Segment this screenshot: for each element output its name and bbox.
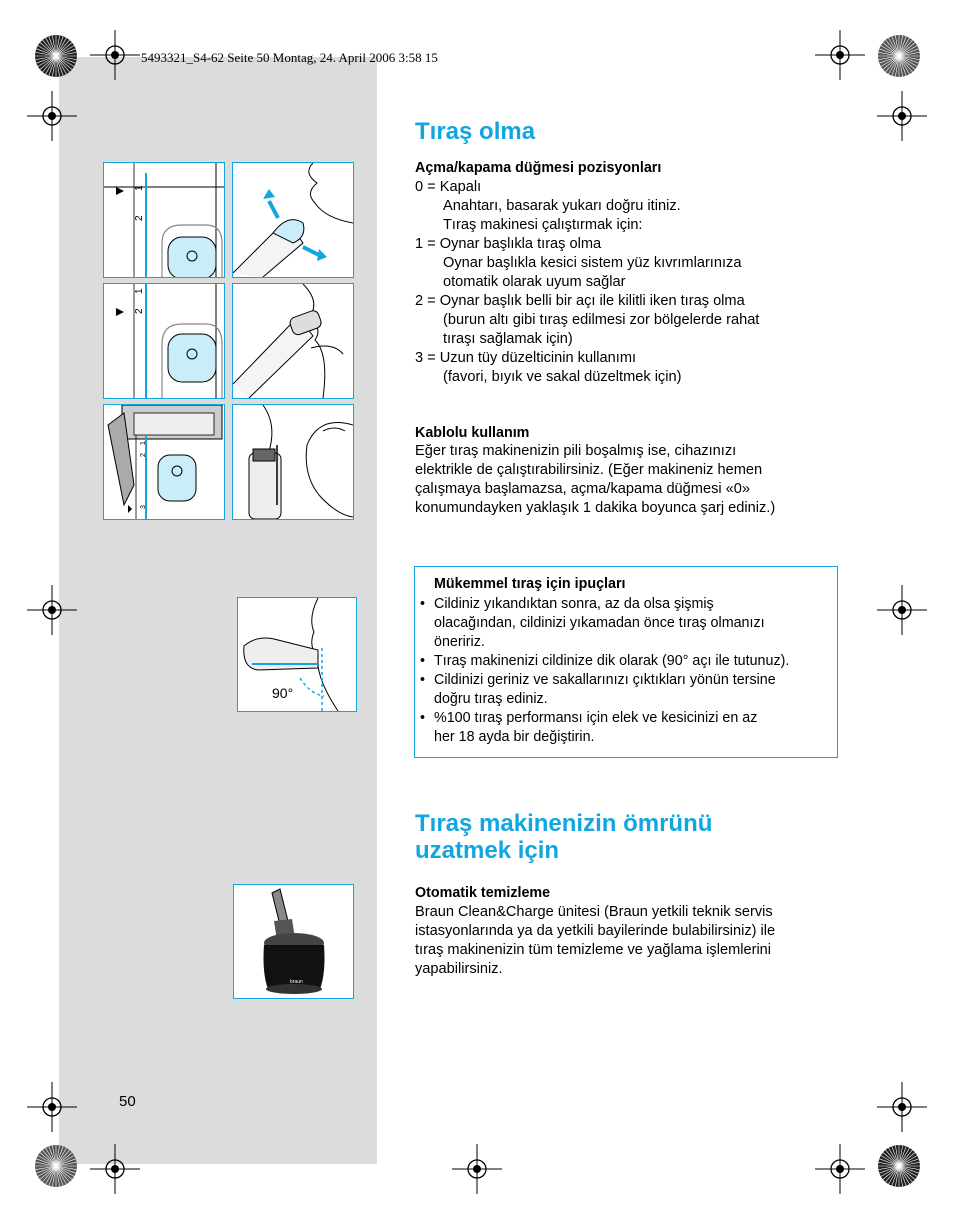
tip-item: • Cildiniz yıkandıktan sonra, az da olsa şişmiş olacağından, cildinizi yıkamadan önce tıraş olmanızı öneririz. [420, 596, 765, 650]
bullet: • [420, 672, 426, 688]
brand-label: braun [290, 979, 303, 985]
registration-mark-top-right [815, 30, 865, 80]
position-0-detail: Tıraş makinesi çalıştırmak için: [443, 217, 643, 233]
position-2-label: 2 = Oynar başlık belli bir açı ile kilitli iken tıraş olma [415, 293, 745, 309]
color-target-bottom-right [876, 1143, 922, 1189]
corded-use-line: çalışmaya başlamazsa, açma/kapama düğmesi «0» [415, 481, 751, 497]
svg-text:3: 3 [140, 505, 147, 509]
registration-mark-left-lower [27, 1082, 77, 1132]
tip-item: • Cildinizi geriniz ve sakallarınızı çıktıkları yönün tersine doğru tıraş ediniz. [420, 672, 776, 707]
figure-long-hair-trimmer [232, 404, 354, 520]
color-target-top-left [33, 33, 79, 79]
figure-clean-charge-station [233, 884, 354, 999]
bullet: • [420, 710, 426, 726]
registration-mark-right-upper [877, 91, 927, 141]
svg-text:2: 2 [140, 453, 147, 457]
figure-shaving-face-pivot [232, 162, 354, 278]
svg-text:1: 1 [134, 185, 145, 191]
corded-use-line: elektrikle de çalıştırabilirsiniz. (Eğer makineniz hemen [415, 462, 763, 478]
corded-use-line: Eğer tıraş makinenizin pili boşalmış ise, cihazınızı [415, 443, 737, 459]
tip-item: • %100 tıraş performansı için elek ve kesicinizi en az her 18 ayda bir değiştirin. [420, 710, 758, 745]
svg-text:1: 1 [140, 441, 147, 445]
svg-text:1: 1 [134, 288, 145, 294]
registration-mark-right-lower [877, 1082, 927, 1132]
section-title-shaving: Tıraş olma [415, 118, 536, 145]
svg-text:2: 2 [134, 215, 145, 221]
page-number: 50 [119, 1093, 136, 1110]
corded-use-heading: Kablolu kullanım [415, 425, 530, 441]
position-0-label: 0 = Kapalı [415, 179, 482, 195]
auto-clean-line: yapabilirsiniz. [415, 961, 503, 977]
shaving-tips-box [414, 566, 838, 758]
registration-mark-bottom-right [815, 1144, 865, 1194]
angle-label: 90° [272, 685, 294, 701]
corded-use-line: konumundayken yaklaşık 1 dakika boyunca şarj ediniz.) [415, 500, 776, 516]
tip-item: • Tıraş makinenizi cildinize dik olarak (90° açı ile tutunuz). [420, 653, 790, 669]
bullet: • [420, 653, 426, 669]
registration-mark-bottom-left [90, 1144, 140, 1194]
figure-90-degree-angle [237, 597, 357, 712]
position-1-detail: otomatik olarak uyum sağlar [443, 274, 626, 290]
auto-clean-line: Braun Clean&Charge ünitesi (Braun yetkili teknik servis [415, 904, 773, 920]
position-3-label: 3 = Uzun tüy düzelticinin kullanımı [415, 350, 637, 366]
position-2-detail: tıraşı sağlamak için) [443, 331, 573, 347]
position-1-detail: Oynar başlıkla kesici sistem yüz kıvrımlarınıza [443, 255, 742, 271]
figure-switch-position-1 [103, 162, 225, 278]
position-3-detail: (favori, bıyık ve sakal düzeltmek için) [443, 369, 682, 385]
svg-text:2: 2 [134, 308, 145, 314]
figure-shaving-locked-angle [232, 283, 354, 399]
registration-mark-left-upper [27, 91, 77, 141]
print-header: 5493321_S4-62 Seite 50 Montag, 24. April 2006 3:58 15 [141, 50, 438, 65]
switch-positions-heading: Açma/kapama düğmesi pozisyonları [415, 160, 662, 176]
position-0-detail: Anahtarı, basarak yukarı doğru itiniz. [443, 198, 681, 214]
registration-mark-left-middle [27, 585, 77, 635]
auto-clean-line: tıraş makinenizin tüm temizleme ve yağlama işlemlerini [415, 942, 772, 958]
registration-mark-top-left [90, 30, 140, 80]
registration-mark-bottom-center [452, 1144, 502, 1194]
section-title-extend-life: Tıraş makinenizin ömrünü uzatmek için [415, 810, 713, 864]
position-2-detail: (burun altı gibi tıraş edilmesi zor bölgelerde rahat [443, 312, 760, 328]
registration-mark-right-middle [877, 585, 927, 635]
tips-title: Mükemmel tıraş için ipuçları [434, 576, 626, 592]
figure-switch-position-3 [103, 404, 225, 520]
color-target-bottom-left [33, 1143, 79, 1189]
auto-clean-line: istasyonlarında ya da yetkili bayilerinde bulabilirsiniz) ile [415, 923, 776, 939]
position-1-label: 1 = Oynar başlıkla tıraş olma [415, 236, 602, 252]
color-target-top-right [876, 33, 922, 79]
figure-switch-position-2 [103, 283, 225, 399]
bullet: • [420, 596, 426, 612]
auto-clean-heading: Otomatik temizleme [415, 885, 551, 901]
